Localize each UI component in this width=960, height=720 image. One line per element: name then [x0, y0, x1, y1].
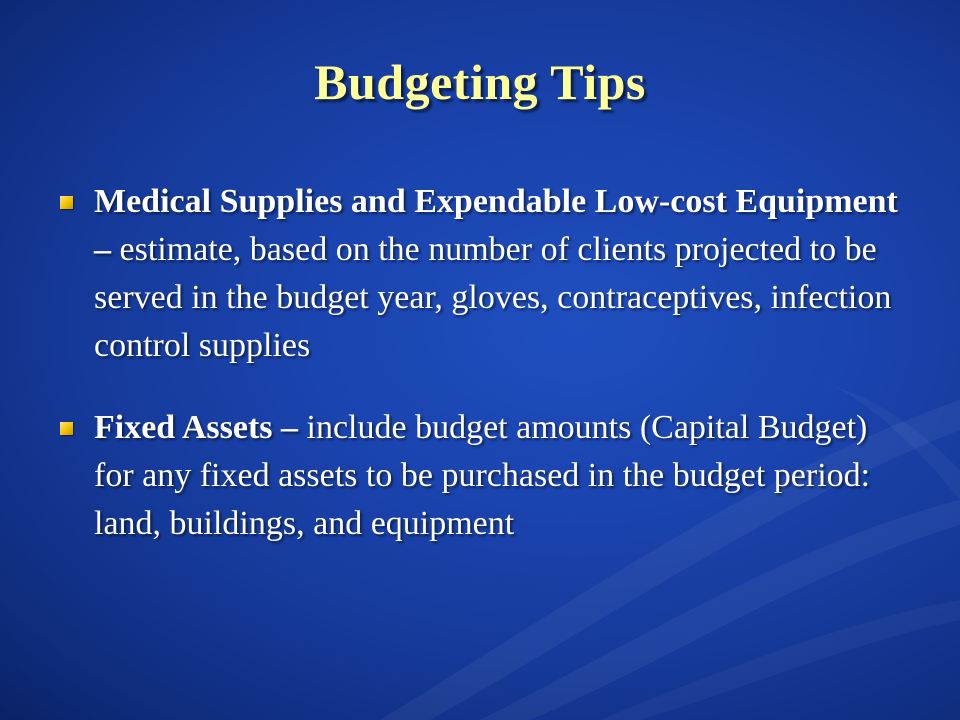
slide-title: Budgeting Tips — [314, 54, 646, 110]
bullet-body: estimate, based on the number of clients projected to be served in the budget year, gloves, contraceptives, infection control supplies — [94, 231, 892, 364]
square-bullet-icon — [60, 422, 73, 435]
bullet-heading: Medical Supplies and Expendable Low-cost Equipment – — [94, 183, 898, 268]
bullet-heading: Fixed Assets – — [94, 409, 298, 446]
bullet-item-medical-supplies — [58, 178, 898, 370]
bullet-body: include budget amounts (Capital Budget) for any fixed assets to be purchased in the budget period: land, buildings, and equipment — [94, 409, 871, 542]
square-bullet-icon — [60, 196, 73, 209]
bullet-item-fixed-assets — [58, 404, 898, 548]
bullet-list — [58, 178, 898, 548]
